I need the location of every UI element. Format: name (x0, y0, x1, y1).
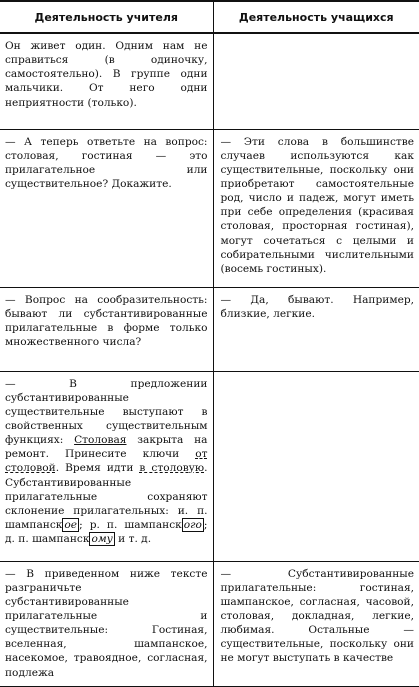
italic-text: близкие, легкие (220, 307, 312, 320)
table-row (0, 33, 419, 129)
cell-text: — Да, бывают. Например, (220, 293, 414, 306)
cell-text: (в одиночку, самостоятельно). (5, 54, 208, 81)
italic-text: закрыта на ремонт. Принесите ключи (5, 434, 208, 461)
table-header-row (0, 1, 419, 33)
cell-text: ; д. п. (5, 519, 208, 546)
cell-text: — Субстантивированные прилагательные: (220, 567, 414, 594)
table-row (0, 129, 419, 287)
italic-text: шампанск (124, 519, 182, 532)
cell-text: . Субстантивированные прилагательные сохраняют склонение прилагательных: и. п. (5, 462, 208, 517)
cell-text: — Вопрос на сообразительность: бывают ли субстантивированные прилагательные в форме только множественного числа? (5, 293, 208, 348)
header-teacher: Деятельность учителя (0, 1, 213, 33)
dashed-underlined-term: в столовую (139, 462, 205, 475)
italic-text: гостиная, шампанское, согласная, часовой, столовая, докладная, легкие, любимая (220, 581, 414, 637)
table-row (0, 561, 419, 686)
students-cell (213, 371, 419, 561)
header-students: Деятельность учащихся (213, 1, 419, 33)
students-cell (213, 287, 419, 371)
boxed-ending: ому (91, 533, 113, 546)
boxed-ending: ое (64, 519, 78, 532)
students-cell (213, 129, 419, 287)
students-cell (213, 561, 419, 686)
cell-text: ; р. п. (79, 519, 125, 532)
italic-text: красивая столовая, просторная гостиная (220, 206, 414, 233)
cell-text: — В предложении субстантивированные существительные выступают в свойственных существительным функциях: (5, 377, 208, 447)
italic-text: восемь гостиных (224, 262, 319, 275)
cell-text: ), могут сочетаться с целыми и собирательными числительными ( (220, 220, 414, 275)
italic-text: Он живет один. Одним нам не справиться (5, 40, 208, 67)
dashed-underlined-term: от столовой (5, 448, 208, 475)
cell-text: — Эти слова в большинстве случаев используются как существительные, поскольку они приобретают самостоятельные род, число и падеж, могут иметь при себе определения ( (220, 135, 414, 219)
italic-text: Гостиная, вселенная, шампанское, насекомое, травоядное, согласная, подлежа (5, 624, 208, 679)
teacher-cell (0, 371, 213, 561)
cell-text: — В приведенном ниже тексте разграничьте субстантивированные прилагательные и существительные: (5, 567, 208, 637)
italic-text: В группе одни мальчики. От него одни неприятности (5, 68, 208, 109)
cell-text: ). (318, 262, 327, 275)
teacher-cell (0, 33, 213, 129)
cell-text: . Остальные — существительные, поскольку они не могут выступать в качестве (220, 624, 414, 665)
italic-text: . Время идти (55, 462, 140, 475)
table-row (0, 287, 419, 371)
cell-text: (только). (84, 96, 137, 109)
teacher-cell (0, 287, 213, 371)
underlined-term: Столовая (74, 434, 127, 447)
cell-text: и т. д. (114, 533, 152, 546)
italic-text: шампанск (32, 533, 90, 546)
cell-text: — это прилагательное или существительное? Докажите. (5, 149, 208, 190)
students-cell (213, 33, 419, 129)
teacher-cell (0, 129, 213, 287)
table-row (0, 371, 419, 561)
cell-text: . (311, 307, 316, 320)
cell-text: — А теперь ответьте на вопрос: (5, 135, 208, 148)
teacher-cell (0, 561, 213, 686)
boxed-ending: ого (183, 519, 202, 532)
italic-text: шампанск (5, 519, 63, 532)
italic-text: столовая, гостиная (5, 149, 133, 162)
